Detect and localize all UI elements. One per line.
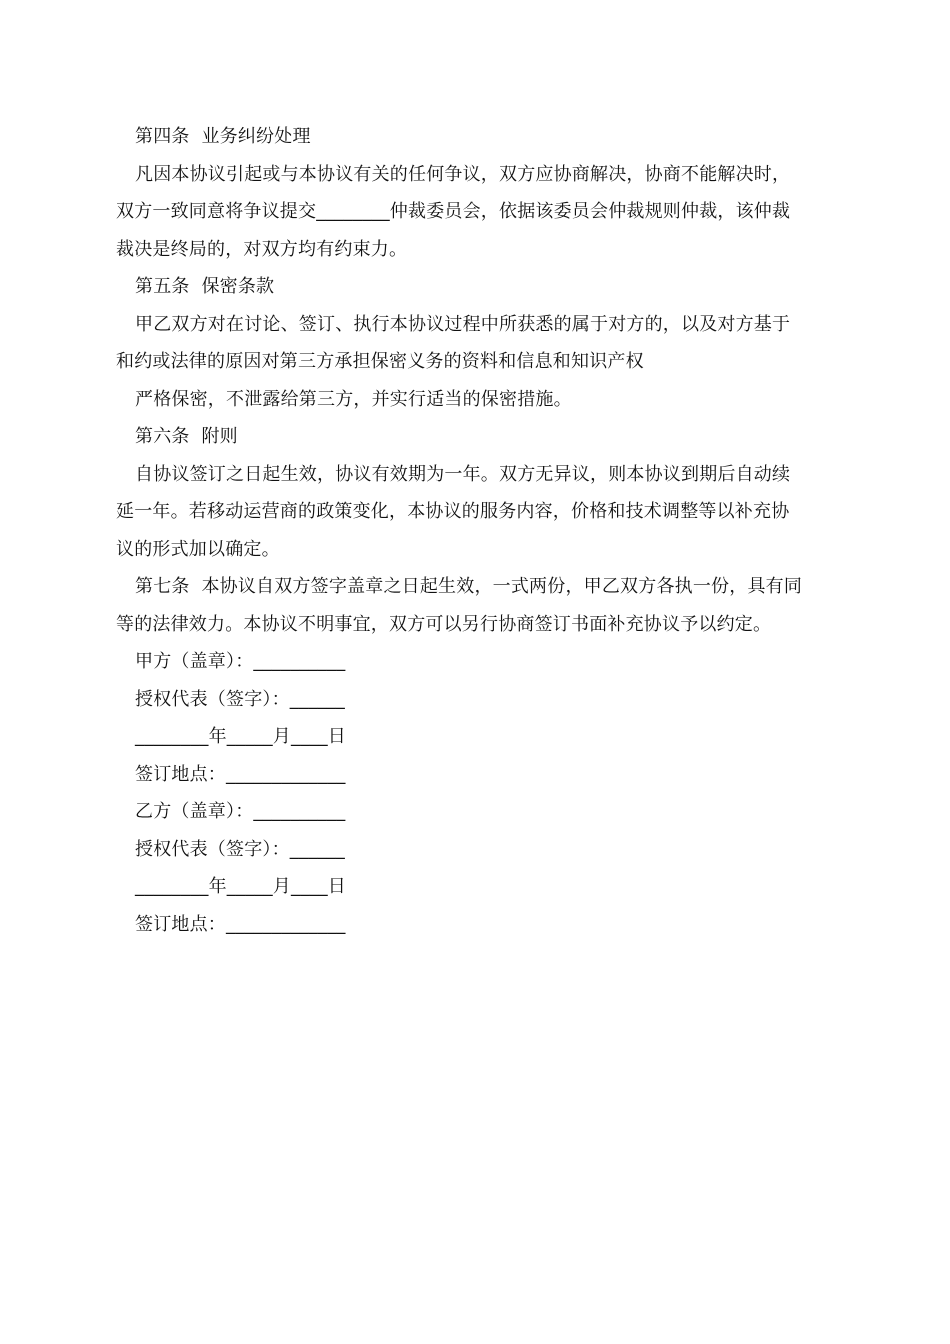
- party-b-location-field: 签订地点：_____________: [135, 913, 346, 935]
- party-a-location-field: 签订地点：_____________: [135, 763, 346, 785]
- article-5-heading: 第五条 保密条款: [135, 276, 275, 297]
- article-4-text-line-2: 双方一致同意将争议提交________仲裁委员会，依据该委员会仲裁规则仲裁，该仲裁: [116, 201, 791, 222]
- party-a-seal-field: 甲方（盖章）：__________: [135, 651, 346, 672]
- article-7-text-line-1: 第七条 本协议自双方签字盖章之日起生效，一式两份，甲乙双方各执一份，具有同: [135, 576, 803, 597]
- party-b-representative-field: 授权代表（签字）：______: [135, 838, 345, 860]
- article-6-text-line-1: 自协议签订之日起生效，协议有效期为一年。双方无异议，则本协议到期后自动续: [135, 463, 791, 485]
- article-6-text-line-3: 议的形式加以确定。: [116, 538, 280, 560]
- article-6-text-line-2: 延一年。若移动运营商的政策变化，本协议的服务内容，价格和技术调整等以补充协: [116, 501, 790, 522]
- article-5-text-line-2: 和约或法律的原因对第三方承担保密义务的资料和信息和知识产权: [116, 351, 644, 372]
- party-a-representative-field: 授权代表（签字）：______: [135, 688, 345, 710]
- article-4-text-line-1: 凡因本协议引起或与本协议有关的任何争议，双方应协商解决，协商不能解决时，: [135, 163, 791, 185]
- party-a-date-field: ________年_____月____日: [135, 726, 346, 747]
- article-5-text-line-3: 严格保密，不泄露给第三方，并实行适当的保密措施。: [135, 388, 572, 410]
- document-body: [116, 118, 838, 943]
- article-7-text-line-2: 等的法律效力。本协议不明事宜，双方可以另行协商签订书面补充协议予以约定。: [116, 613, 772, 635]
- party-b-date-field: ________年_____月____日: [135, 876, 346, 897]
- article-4-heading: 第四条 业务纠纷处理: [135, 126, 311, 147]
- article-5-text-line-1: 甲乙双方对在讨论、签订、执行本协议过程中所获悉的属于对方的，以及对方基于: [135, 313, 791, 335]
- article-6-heading: 第六条 附则: [135, 426, 238, 447]
- party-b-seal-field: 乙方（盖章）：__________: [135, 801, 346, 822]
- article-4-text-line-3: 裁决是终局的，对双方均有约束力。: [116, 238, 408, 260]
